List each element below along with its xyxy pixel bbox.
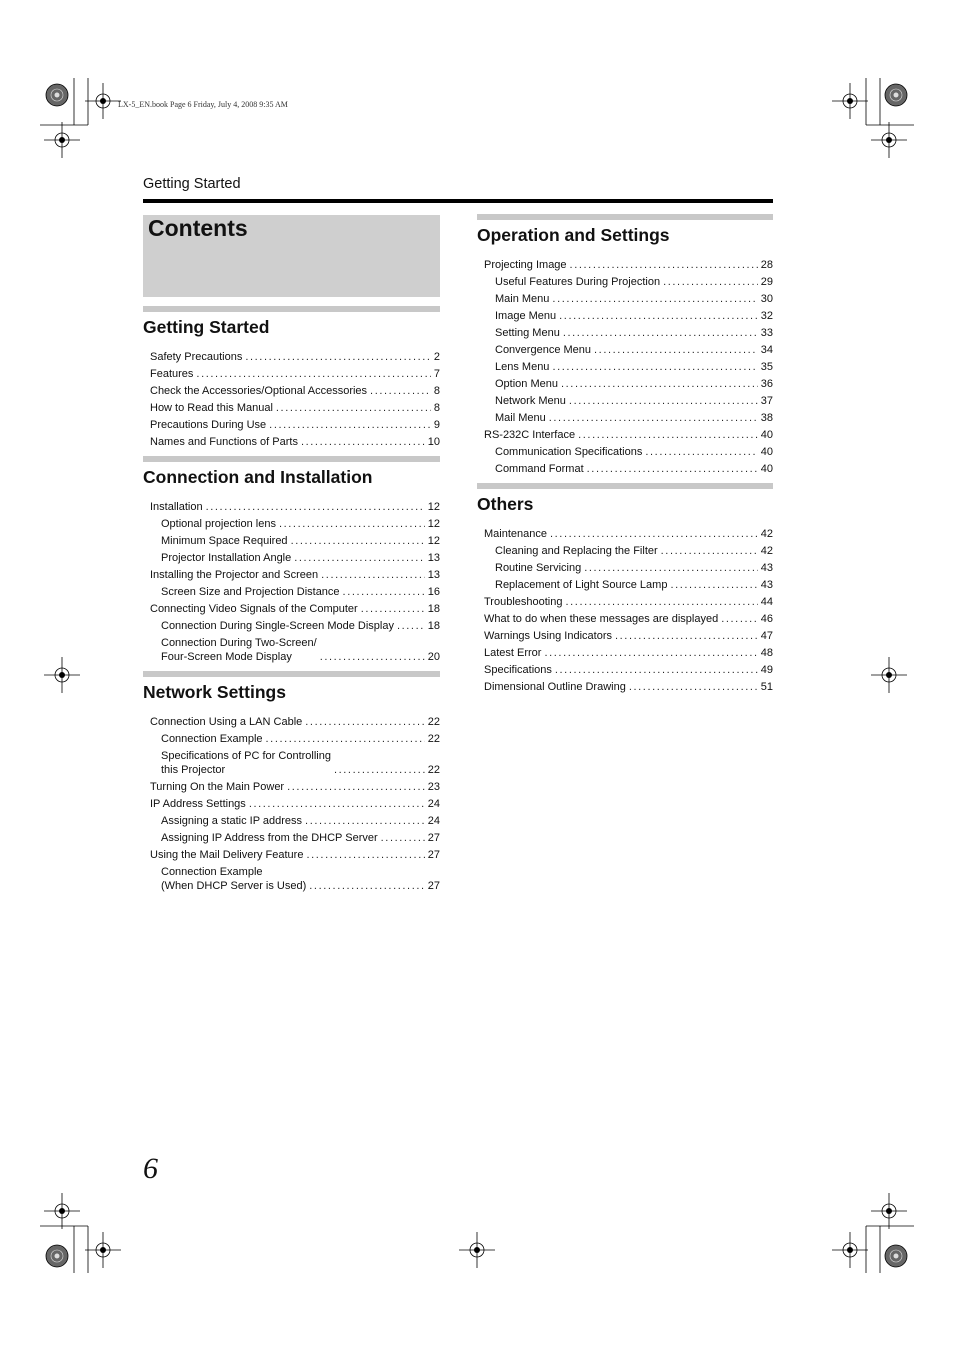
toc-entry-title: Optional projection lens [161,518,276,530]
toc-entry-title: Mail Menu [495,412,546,424]
section-connection [143,456,440,664]
toc-entry [150,497,440,514]
toc-leader-dots [594,343,758,357]
toc-entry [484,442,773,459]
toc-entry-page: 34 [760,344,773,356]
toc-entry [150,811,440,828]
toc-entry-page: 30 [760,293,773,305]
toc-leader-dots [663,275,758,289]
toc-entry [150,845,440,862]
toc-entry-page: 47 [760,630,773,642]
toc-entry [484,357,773,374]
toc-entry-title: Replacement of Light Source Lamp [495,579,668,591]
toc-entry-title: Useful Features During Projection [495,276,661,288]
toc-leader-dots [321,568,425,582]
toc-entry-title: Option Menu [495,378,558,390]
section-bar [477,483,773,489]
toc-entry-title: Lens Menu [495,361,550,373]
toc-entry-page: 22 [427,716,440,728]
toc-entry-page: 43 [760,579,773,591]
toc-entry [150,398,440,415]
toc-leader-dots [565,595,757,609]
toc-leader-dots [245,350,431,364]
toc-entry-title: Specifications [484,664,552,676]
toc-entry-title: Installing the Projector and Screen [150,569,319,581]
toc-entry [484,660,773,677]
toc-leader-dots [301,435,425,449]
toc-entry-page: 51 [760,681,773,693]
toc-entry-page: 35 [760,361,773,373]
toc-entry-title: Projector Installation Angle [161,552,292,564]
toc-entry [484,391,773,408]
toc-leader-dots [361,602,425,616]
toc-entry-page: 29 [760,276,773,288]
section-title: Others [477,494,534,514]
toc-leader-dots [645,445,757,459]
toc-entry-title: Assigning IP Address from the DHCP Server [161,832,378,844]
toc-entry-page: 42 [760,528,773,540]
toc-entry-page: 23 [427,781,440,793]
toc-entry-title: Network Menu [495,395,566,407]
toc-entry-page: 46 [760,613,773,625]
toc-entry-title: Connection Example [161,733,263,745]
toc-entry [484,408,773,425]
toc-entry [150,531,440,548]
toc-entry-title: Warnings Using Indicators [484,630,612,642]
toc-entry-page: 12 [427,501,440,513]
toc-entry [150,729,440,746]
toc-entry-title: What to do when these messages are displayed [484,613,719,625]
section-getting-started [143,306,440,449]
toc-entry-page: 18 [427,603,440,615]
toc-list [143,347,440,449]
toc-entry-page: 48 [760,647,773,659]
toc-entry-title: Maintenance [484,528,547,540]
section-operation [477,214,773,476]
toc-entry-title: Connection During Single-Screen Mode Display [161,620,394,632]
toc-entry-page: 33 [760,327,773,339]
toc-entry [150,364,440,381]
toc-leader-dots [563,326,758,340]
toc-leader-dots [721,612,758,626]
toc-entry-page: 16 [427,586,440,598]
toc-entry [484,558,773,575]
toc-entry-title: Check the Accessories/Optional Accessories [150,385,368,397]
toc-leader-dots [615,629,758,643]
toc-entry-page: 24 [427,815,440,827]
toc-entry-title: How to Read this Manual [150,402,273,414]
toc-leader-dots [544,646,757,660]
toc-list [477,255,773,476]
toc-entry [150,565,440,582]
toc-leader-dots [305,715,424,729]
toc-entry [484,575,773,592]
header-rule [143,199,773,203]
toc-entry-page: 40 [760,463,773,475]
toc-leader-dots [269,418,431,432]
toc-entry-title: Routine Servicing [495,562,582,574]
toc-entry [484,626,773,643]
toc-leader-dots [343,585,425,599]
toc-entry-page: 22 [427,764,440,776]
section-bar [477,214,773,220]
toc-leader-dots [552,292,757,306]
toc-leader-dots [552,360,757,374]
toc-entry [150,381,440,398]
section-title: Network Settings [143,682,286,702]
page-number: 6 [143,1152,158,1185]
toc-entry-title: Connecting Video Signals of the Computer [150,603,358,615]
toc-list [477,524,773,694]
toc-leader-dots [294,551,425,565]
toc-entry-title: Latest Error [484,647,542,659]
toc-entry-page: 2 [433,351,440,363]
toc-leader-dots [309,879,424,893]
toc-entry-title: Installation [150,501,203,513]
toc-entry-title: Features [150,368,194,380]
toc-leader-dots [276,401,431,415]
section-bar [143,306,440,312]
contents-title-box [143,215,440,297]
toc-entry-title: Convergence Menu [495,344,592,356]
toc-entry [150,582,440,599]
toc-entry [150,514,440,531]
toc-entry-page: 12 [427,518,440,530]
toc-leader-dots [249,797,425,811]
toc-entry [150,777,440,794]
toc-leader-dots [397,619,425,633]
toc-entry [484,609,773,626]
toc-entry-title: Assigning a static IP address [161,815,303,827]
toc-entry-title: Image Menu [495,310,557,322]
toc-entry [484,425,773,442]
section-title: Connection and Installation [143,467,373,487]
section-title: Operation and Settings [477,225,670,245]
toc-entry-page: 28 [760,259,773,271]
toc-entry [150,415,440,432]
toc-entry [150,746,440,777]
toc-entry [484,524,773,541]
contents-title: Contents [148,215,248,241]
toc-entry [150,712,440,729]
toc-entry [150,633,440,664]
section-bar [143,671,440,677]
toc-entry-title: Connection Using a LAN Cable [150,716,303,728]
toc-leader-dots [196,367,430,381]
toc-entry-page: 27 [427,832,440,844]
section-title: Getting Started [143,317,270,337]
toc-entry-title: Command Format [495,463,584,475]
toc-leader-dots [555,663,758,677]
toc-entry-page: 42 [760,545,773,557]
toc-entry [150,862,440,893]
print-slug: LX-5_EN.book Page 6 Friday, July 4, 2008 9:35 AM [118,100,288,109]
toc-entry [150,599,440,616]
toc-leader-dots [569,394,758,408]
toc-entry [150,616,440,633]
toc-entry-page: 44 [760,596,773,608]
toc-entry [150,828,440,845]
toc-entry [150,794,440,811]
toc-entry-title: Minimum Space Required [161,535,288,547]
toc-leader-dots [279,517,425,531]
toc-leader-dots [584,561,758,575]
toc-entry-page: 37 [760,395,773,407]
toc-entry [484,592,773,609]
toc-entry-title: IP Address Settings [150,798,246,810]
toc-entry-page: 38 [760,412,773,424]
running-head: Getting Started [143,176,241,192]
toc-list [143,497,440,664]
toc-entry-page: 20 [427,651,440,663]
toc-entry-title: Specifications of PC for Controlling this Projector [161,750,331,776]
toc-entry-page: 18 [427,620,440,632]
toc-leader-dots [578,428,758,442]
toc-entry-page: 10 [427,436,440,448]
section-others [477,483,773,694]
toc-leader-dots [291,534,425,548]
toc-entry-title: Using the Mail Delivery Feature [150,849,304,861]
toc-leader-dots [561,377,758,391]
toc-leader-dots [305,814,425,828]
toc-entry-page: 8 [433,402,440,414]
toc-entry-page: 40 [760,429,773,441]
toc-entry-title: Dimensional Outline Drawing [484,681,626,693]
toc-leader-dots [287,780,425,794]
toc-entry-title: Connection During Two-Screen/ Four-Screen Mode Display [161,637,317,663]
toc-entry-page: 7 [433,368,440,380]
toc-list [143,712,440,893]
toc-entry-page: 24 [427,798,440,810]
toc-entry-title: Projecting Image [484,259,567,271]
toc-entry-page: 27 [427,849,440,861]
toc-entry-page: 40 [760,446,773,458]
toc-entry [484,289,773,306]
toc-leader-dots [587,462,758,476]
toc-leader-dots [320,650,425,664]
toc-leader-dots [629,680,758,694]
toc-entry [484,459,773,476]
toc-entry [484,643,773,660]
toc-entry-page: 32 [760,310,773,322]
toc-entry-title: Names and Functions of Parts [150,436,298,448]
toc-entry [484,255,773,272]
toc-entry-title: Cleaning and Replacing the Filter [495,545,658,557]
toc-leader-dots [550,527,758,541]
toc-entry-page: 8 [433,385,440,397]
toc-leader-dots [549,411,758,425]
toc-entry [484,323,773,340]
toc-entry-page: 9 [433,419,440,431]
toc-leader-dots [306,848,424,862]
toc-leader-dots [670,578,757,592]
toc-entry [484,272,773,289]
toc-entry-page: 12 [427,535,440,547]
toc-leader-dots [559,309,758,323]
toc-entry-title: Setting Menu [495,327,560,339]
toc-leader-dots [661,544,758,558]
toc-entry [484,340,773,357]
toc-entry-page: 49 [760,664,773,676]
toc-entry-page: 27 [427,880,440,892]
toc-leader-dots [370,384,431,398]
toc-entry-page: 22 [427,733,440,745]
toc-entry-title: Connection Example (When DHCP Server is Used) [161,866,307,892]
toc-entry [150,347,440,364]
toc-leader-dots [570,258,758,272]
section-network [143,671,440,893]
toc-entry-title: Main Menu [495,293,550,305]
toc-entry [484,541,773,558]
toc-entry [484,374,773,391]
toc-entry-page: 43 [760,562,773,574]
toc-entry-title: Precautions During Use [150,419,267,431]
section-bar [143,456,440,462]
toc-entry-title: Safety Precautions [150,351,243,363]
toc-entry-page: 36 [760,378,773,390]
toc-entry [484,306,773,323]
toc-leader-dots [266,732,425,746]
toc-entry [150,432,440,449]
toc-leader-dots [381,831,425,845]
toc-entry [484,677,773,694]
toc-entry-title: Screen Size and Projection Distance [161,586,340,598]
toc-entry-page: 13 [427,569,440,581]
toc-entry-title: Troubleshooting [484,596,563,608]
toc-leader-dots [334,763,425,777]
toc-entry-page: 13 [427,552,440,564]
toc-leader-dots [206,500,425,514]
toc-entry-title: Turning On the Main Power [150,781,285,793]
toc-entry-title: Communication Specifications [495,446,643,458]
toc-entry [150,548,440,565]
toc-entry-title: RS-232C Interface [484,429,576,441]
